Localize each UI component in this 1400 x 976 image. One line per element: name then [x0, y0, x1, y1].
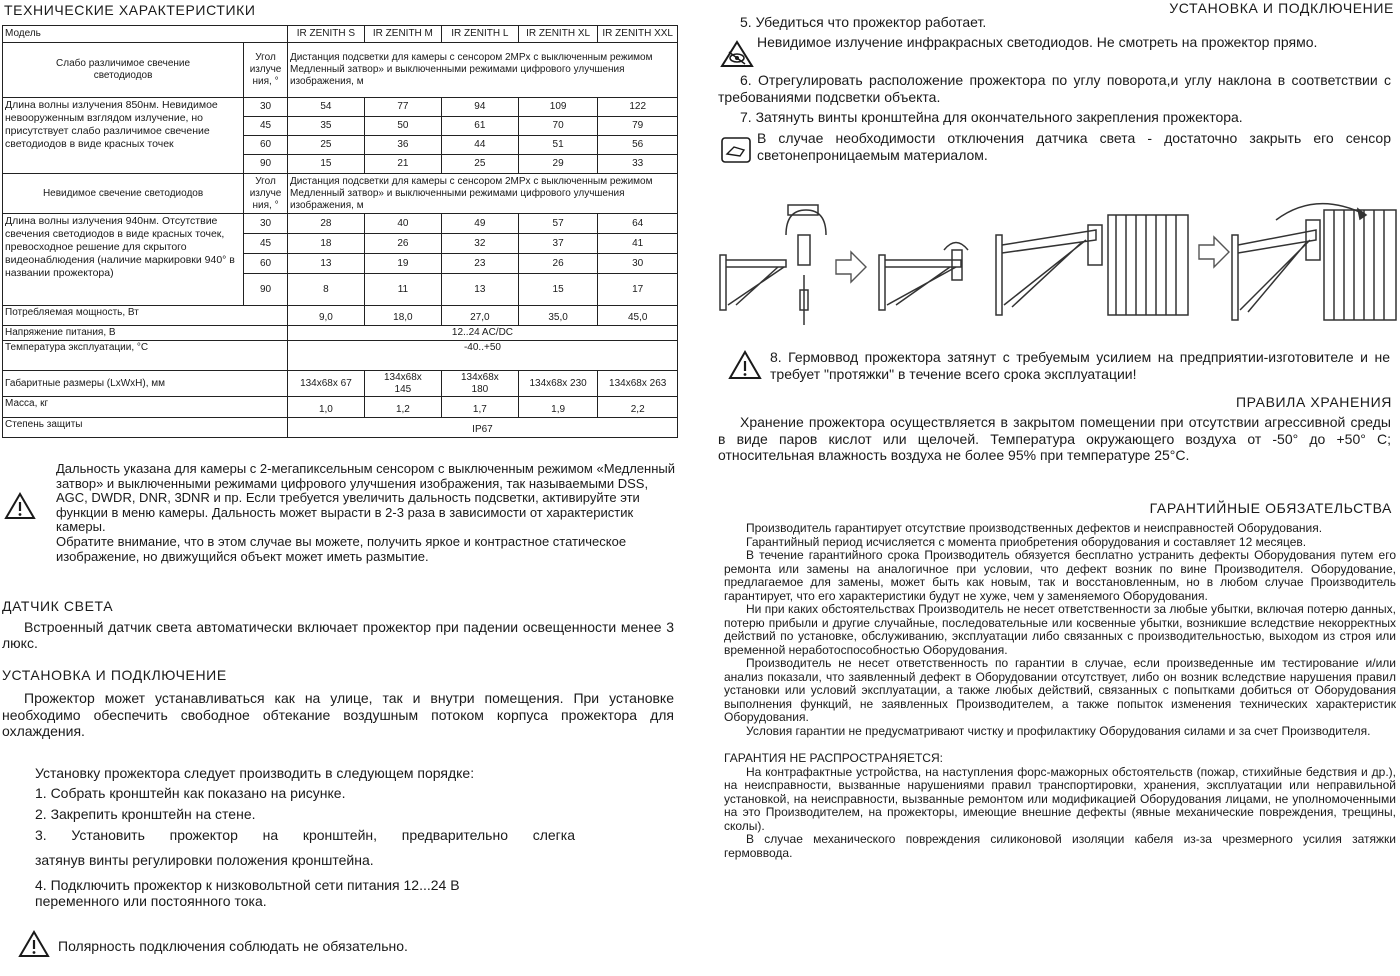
angle-cell: 30 — [244, 214, 288, 234]
install-step-6: 6. Отрегулировать расположение прожектора по углу поворота,и углу наклона в соответствии с требованиями подсветки объекта. — [718, 72, 1391, 105]
install-step-7: 7. Затянуть винты кронштейна для окончательного закрепления прожектора. — [740, 109, 1243, 125]
table-cell: 29 — [518, 155, 598, 174]
warranty-title: ГАРАНТИЙНЫЕ ОБЯЗАТЕЛЬСТВА — [1149, 500, 1392, 516]
warranty-paragraph: Условия гарантии не предусматривают чистку и профилактику Оборудования силами и за счет Производителя. — [746, 723, 1371, 738]
distance-label: Дистанция подсветки для камеры с сенсором 2MPx с выключенным режимом Медленный затвор» и выключенными режимами цифрового улучшения изображения, м — [287, 43, 677, 98]
storage-title: ПРАВИЛА ХРАНЕНИЯ — [1235, 394, 1392, 410]
eye-warning-icon — [720, 40, 754, 68]
table-cell: 77 — [364, 98, 441, 117]
angle-cell: 45 — [244, 234, 288, 254]
table-cell: 13 — [441, 274, 518, 306]
table-cell: 8 — [287, 274, 364, 306]
range-note-text-2: Обратите внимание, что в этом случае вы можете, получить яркое и контрастное статическое изображение, но движущийся объект может иметь размытие. — [56, 533, 627, 564]
warranty-paragraph: Гарантийный период исчисляется с момента приобретения оборудования и составляет 12 месяцев. — [746, 534, 1307, 549]
table-cell: 18 — [287, 234, 364, 254]
voltage-label: Напряжение питания, В — [3, 326, 288, 341]
table-cell: 134x68x 263 — [598, 371, 678, 397]
exclusions-title: ГАРАНТИЯ НЕ РАСПРОСТРАНЯЕТСЯ: — [724, 751, 943, 765]
install-step-3-cont: затянув винты регулировки положения кронштейна. — [35, 852, 374, 868]
exclusion-paragraph: На контрафактные устройства, на наступления форс-мажорных обстоятельств (пожар, стихийные бедствия и др.), на неисправности, вызванные нарушениями правил транспортировки, хранения, эксплуатации или неправильной установкой, на неисправности, вызванные ремонтом или модификацией Оборудования лицами, не уполномоченными на это Производителем, на прожекторы, имеющие внешние дефекты (явные механические повреждения, трещины, сколы). — [724, 764, 1396, 833]
table-cell: 1,9 — [518, 397, 598, 418]
model-name: IR ZENITH S — [287, 26, 364, 43]
light-sensor-text: Встроенный датчик света автоматически включает прожектор при падении освещенности менее 3 люкс. — [2, 619, 674, 651]
warranty-section — [724, 522, 1396, 860]
range-note — [56, 462, 678, 564]
table-cell: 30 — [598, 254, 678, 274]
table-cell: 25 — [441, 155, 518, 174]
angle-label: Угол излуче ния, ° — [244, 174, 288, 214]
table-cell: 79 — [598, 117, 678, 136]
table-cell: 134x68x 230 — [518, 371, 598, 397]
polarity-note: Полярность подключения соблюдать не обязательно. — [58, 938, 408, 954]
table-cell: 57 — [518, 214, 598, 234]
angle-cell: 45 — [244, 117, 288, 136]
group1-description: Длина волны излучения 850нм. Невидимое невооруженным взглядом излучение, но присутствует слабо различимое свечение светодиодов в виде красных точек — [3, 98, 244, 174]
storage-text: Хранение прожектора осуществляется в закрытом помещении при отсутствии агрессивной среды в виде паров кислот или щелочей. Температура окружающего воздуха от -50° до +50° С; относительная влажность воздуха не более 95% при температуре 25°С. — [718, 414, 1391, 463]
install-step-2: 2. Закрепить кронштейн на стене. — [35, 806, 256, 822]
table-cell: 1,2 — [364, 397, 441, 418]
table-cell: 26 — [518, 254, 598, 274]
model-label: Модель — [3, 26, 288, 43]
table-cell: 109 — [518, 98, 598, 117]
table-cell: 23 — [441, 254, 518, 274]
table-cell: 36 — [364, 136, 441, 155]
bracket-step-1 — [720, 205, 826, 325]
tech-specs-title: ТЕХНИЧЕСКИЕ ХАРАКТЕРИСТИКИ — [4, 2, 256, 18]
table-cell: 61 — [441, 117, 518, 136]
dims-label: Габаритные размеры (LxWxH), мм — [3, 371, 288, 397]
table-cell: 50 — [364, 117, 441, 136]
table-cell: 1,7 — [441, 397, 518, 418]
table-cell: 25 — [287, 136, 364, 155]
table-cell: 15 — [518, 274, 598, 306]
hand-note-icon — [720, 136, 752, 164]
table-cell: 49 — [441, 214, 518, 234]
table-cell: 41 — [598, 234, 678, 254]
install-title-left: УСТАНОВКА И ПОДКЛЮЧЕНИЕ — [2, 667, 227, 683]
install-title-right: УСТАНОВКА И ПОДКЛЮЧЕНИЕ — [1169, 0, 1394, 16]
arrow-icon — [1199, 237, 1229, 267]
order-intro: Установку прожектора следует производить в следующем порядке: — [35, 765, 475, 781]
table-cell: 134x68x 180 — [441, 371, 518, 397]
warning-icon — [18, 930, 50, 958]
table-cell: 44 — [441, 136, 518, 155]
angle-cell: 90 — [244, 155, 288, 174]
angle-label: Угол излуче ния, ° — [244, 43, 288, 98]
table-cell: 51 — [518, 136, 598, 155]
model-name: IR ZENITH XL — [518, 26, 598, 43]
warranty-paragraph: В течение гарантийного срока Производитель обязуется бесплатно устранить дефекты Оборудования путем его ремонта или замены на аналогичное при условии, что дефект возник по вине Производителя. Оборудование, предлагаемое для замены, может быть как новым, так и восстановленным, но в любом случае Производитель гарантирует, что его характеристики будут не хуже, чем у заменяемого Оборудования. — [724, 548, 1396, 603]
arrow-icon — [836, 252, 866, 282]
table-cell: 40 — [364, 214, 441, 234]
warning-icon — [728, 350, 762, 380]
table-cell: 21 — [364, 155, 441, 174]
table-cell: 35 — [287, 117, 364, 136]
table-cell: 37 — [518, 234, 598, 254]
table-cell: 17 — [598, 274, 678, 306]
table-cell: 35,0 — [518, 306, 598, 326]
table-cell: 15 — [287, 155, 364, 174]
table-cell: 27,0 — [441, 306, 518, 326]
specs-table — [2, 25, 678, 438]
table-cell: 122 — [598, 98, 678, 117]
install-step-5: 5. Убедиться что прожектор работает. — [740, 14, 987, 30]
table-cell: 9,0 — [287, 306, 364, 326]
install-step-8: 8. Гермоввод прожектора затянут с требуемым усилием на предприятии-изготовителе и не требует "протяжки" в течение всего срока эксплуатации! — [770, 349, 1390, 382]
table-cell: 134x68x 67 — [287, 371, 364, 397]
distance-label: Дистанция подсветки для камеры с сенсором 2MPx с выключенным режимом Медленный затвор» и выключенными режимами цифрового улучшения изображения, м — [287, 174, 677, 214]
angle-cell: 30 — [244, 98, 288, 117]
install-text: Прожектор может устанавливаться как на улице, так и внутри помещения. При установке необходимо обеспечить свободное обтекание воздушным потоком корпуса прожектора для охлаждения. — [2, 690, 674, 739]
table-cell: 54 — [287, 98, 364, 117]
table-cell: 94 — [441, 98, 518, 117]
install-step-4: 4. Подключить прожектор к низковольтной сети питания 12...24 В — [35, 877, 460, 893]
model-name: IR ZENITH M — [364, 26, 441, 43]
bracket-step-4 — [1232, 204, 1396, 320]
install-step-1: 1. Собрать кронштейн как показано на рисунке. — [35, 785, 346, 801]
table-cell: 26 — [364, 234, 441, 254]
power-label: Потребляемая мощность, Вт — [3, 306, 288, 326]
sensor-cover-note: В случае необходимости отключения датчика света - достаточно закрыть его сенсор светонепроницаемым материалом. — [757, 130, 1391, 163]
angle-cell: 90 — [244, 274, 288, 306]
table-cell: 13 — [287, 254, 364, 274]
table-cell: 19 — [364, 254, 441, 274]
voltage-value: 12..24 AC/DC — [287, 326, 677, 341]
table-cell: 33 — [598, 155, 678, 174]
light-sensor-title: ДАТЧИК СВЕТА — [2, 598, 114, 614]
table-cell: 28 — [287, 214, 364, 234]
bracket-step-3 — [996, 215, 1188, 315]
ir-warning: Невидимое излучение инфракрасных светодиодов. Не смотреть на прожектор прямо. — [757, 34, 1318, 50]
ip-value: IP67 — [287, 418, 677, 438]
mass-label: Масса, кг — [3, 397, 288, 418]
table-cell: 32 — [441, 234, 518, 254]
range-note-text: Дальность указана для камеры с 2-мегапиксельным сенсором с выключенным режимом «Медленный затвор» и выключенными режимами цифрового улучшения изображения, так называемыми DSS, AGC, DWDR, DNR, 3DNR и пр. Если требуется увеличить дальность подсветки, активируйте эти функции в меню камеры. Дальность может вырасти в 2-3 раза в зависимости от характеристик камеры. — [56, 461, 675, 535]
table-cell: 64 — [598, 214, 678, 234]
temp-label: Температура эксплуатации, °С — [3, 341, 288, 371]
temp-value: -40..+50 — [287, 341, 677, 371]
warning-icon — [4, 492, 36, 520]
ip-label: Степень защиты — [3, 418, 288, 438]
table-cell: 56 — [598, 136, 678, 155]
model-name: IR ZENITH XXL — [598, 26, 678, 43]
table-cell: 45,0 — [598, 306, 678, 326]
angle-cell: 60 — [244, 254, 288, 274]
model-name: IR ZENITH L — [441, 26, 518, 43]
bracket-assembly-diagram — [716, 195, 1400, 330]
table-cell: 70 — [518, 117, 598, 136]
table-cell: 11 — [364, 274, 441, 306]
warranty-paragraph: Производитель гарантирует отсутствие производственных дефектов и неисправностей Оборудования. — [746, 521, 1323, 535]
table-cell: 2,2 — [598, 397, 678, 418]
group2-header: Невидимое свечение светодиодов — [3, 174, 244, 214]
bracket-step-2 — [879, 243, 968, 311]
table-cell: 1,0 — [287, 397, 364, 418]
table-cell: 18,0 — [364, 306, 441, 326]
table-cell: 134x68x 145 — [364, 371, 441, 397]
install-step-4-cont: переменного или постоянного тока. — [35, 893, 267, 909]
install-step-3: 3. Установить прожектор на кронштейн, предварительно слегка — [35, 827, 575, 843]
warranty-paragraph: Ни при каких обстоятельствах Производитель не несет ответственности за любые убытки, включая потерю данных, потерю прибыли и другие случайные, последовательные или косвенные убытки, возникшие вследствие некорректных действий по установке, обслуживанию, эксплуатации либо связанных с производительностью, выходом из строя или временной неработоспособностью Оборудования. — [724, 602, 1396, 657]
warranty-paragraph: Производитель не несет ответственность по гарантии в случае, если произведенные им тестирование и/или анализ показали, что заявленный дефект в Оборудовании отсутствует, либо он возник вследствие нарушения правил установки или условий эксплуатации, а также любых действий, связанных с попытками добиться от Оборудования выполнения функций, не заявленных Производителем, а также попыток изменения технических характеристик Оборудования. — [724, 656, 1396, 724]
exclusion-paragraph: В случае механического повреждения силиконовой изоляции кабеля из-за чрезмерного усилия затяжки гермоввода. — [724, 832, 1396, 860]
group2-description: Длина волны излучения 940нм. Отсутствие свечения светодиодов в виде красных точек, превосходное решение для скрытого видеонаблюдения (наличие маркировки 940° в названии прожектора) — [3, 214, 244, 306]
group1-header: Слабо различимое свечение светодиодов — [3, 43, 244, 98]
angle-cell: 60 — [244, 136, 288, 155]
